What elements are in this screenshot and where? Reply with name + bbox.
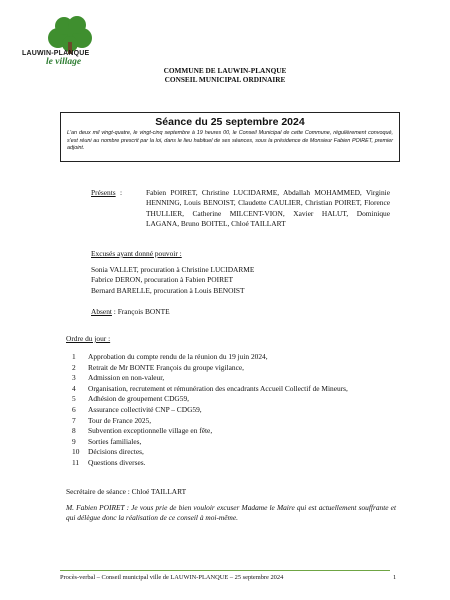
agenda-item [72,405,348,416]
excuses-list [91,265,254,296]
seance-box [60,112,400,162]
secretaire-line: Secrétaire de séance : Chloé TAILLART [66,487,187,496]
agenda-list [72,352,348,469]
agenda-item [72,416,348,427]
agenda-num: 1 [72,352,76,361]
logo-tagline: le village [46,57,82,67]
agenda-item [72,426,348,437]
excuse-item: Sonia VALLET, procuration à Christine LUCIDARME [91,265,255,274]
agenda-text: Questions diverses. [88,457,146,467]
agenda-item [72,458,348,469]
agenda-text: Organisation, recrutement et rémunération des encadrants Accueil Collectif de Mineurs, [88,383,348,393]
agenda-item [72,394,348,405]
seance-intro: L'an deux mil vingt-quatre, le vingt-cinq septembre à 19 heures 00, le Conseil Municipal de cette Commune, régulièrement convoqué, s'est réuni au nombre prescrit par la loi, dans le lieu habituel de ses séances, sous la présidence de Monsieur Fabien POIRET, premier adjoint. [67,130,393,152]
presents-label: Présents [91,188,116,197]
agenda-item [72,363,348,374]
conseil-title: CONSEIL MUNICIPAL ORDINAIRE [164,75,286,84]
presents-colon: : [120,188,123,197]
logo-name: LAUWIN-PLANQUE [22,50,90,57]
agenda-item [72,437,348,448]
agenda-text: Admission en non-valeur, [88,373,165,383]
agenda-text: Adhésion de groupement CDG59, [88,394,189,404]
agenda-text: Sorties familiales, [88,436,142,446]
agenda-num: 6 [72,404,76,414]
agenda-item [72,373,348,384]
footer-divider [60,570,390,571]
agenda-text: Assurance collectivité CNP – CDG59, [88,404,202,414]
absent-name: : François BONTE [111,307,170,316]
seance-title: Séance du 25 septembre 2024 [155,116,305,128]
quote-paragraph: M. Fabien POIRET : Je vous prie de bien vouloir excuser Madame le Maire qui est actuellement souffrante et qui délègue donc la réalisation de ce conseil à moi-même. [66,503,396,523]
agenda-num: 8 [72,426,76,436]
agenda-num: 11 [72,457,80,467]
agenda-item [72,384,348,395]
page-number: 1 [393,574,397,581]
agenda-num: 9 [72,436,76,446]
excuse-item: Bernard BARELLE, procuration à Louis BENOIST [91,285,245,295]
agenda-num: 10 [72,447,80,457]
agenda-text: Tour de France 2025, [88,415,152,425]
agenda-num: 4 [72,383,76,393]
excuses-title: Excusés ayant donné pouvoir : [91,249,182,258]
agenda-num: 7 [72,415,76,425]
commune-title: COMMUNE DE LAUWIN-PLANQUE [163,66,287,75]
excuse-item: Fabrice DERON, procuration à Fabien POIRET [91,275,234,285]
presents-list: Fabien POIRET, Christine LUCIDARME, Abdallah MOHAMMED, Virginie HENNING, Louis BENOIST, Claudette CAULIER, Christian POIRET, Florence THULLIER, Catherine MILCENT-VION, Xavier HALUT, Dominique LAGANA, Bruno BOITEL, Chloé TAILLART [146,188,390,229]
agenda-num: 2 [72,362,76,372]
agenda-text: Subvention exceptionnelle village en fête, [88,426,213,436]
ordre-title: Ordre du jour : [66,334,111,343]
agenda-item [72,447,348,458]
agenda-text: Approbation du compte rendu de la réunion du 19 juin 2024, [88,352,268,361]
absent-label: Absent [91,307,112,316]
footer-text: Procès-verbal – Conseil municipal ville de LAUWIN-PLANQUE – 25 septembre 2024 [60,574,284,581]
agenda-num: 5 [72,394,76,404]
agenda-text: Décisions directes, [88,447,144,457]
agenda-item [72,352,348,363]
agenda-text: Retrait de Mr BONTE François du groupe vigilance, [88,362,244,372]
agenda-num: 3 [72,373,76,383]
absent-line [91,307,170,317]
